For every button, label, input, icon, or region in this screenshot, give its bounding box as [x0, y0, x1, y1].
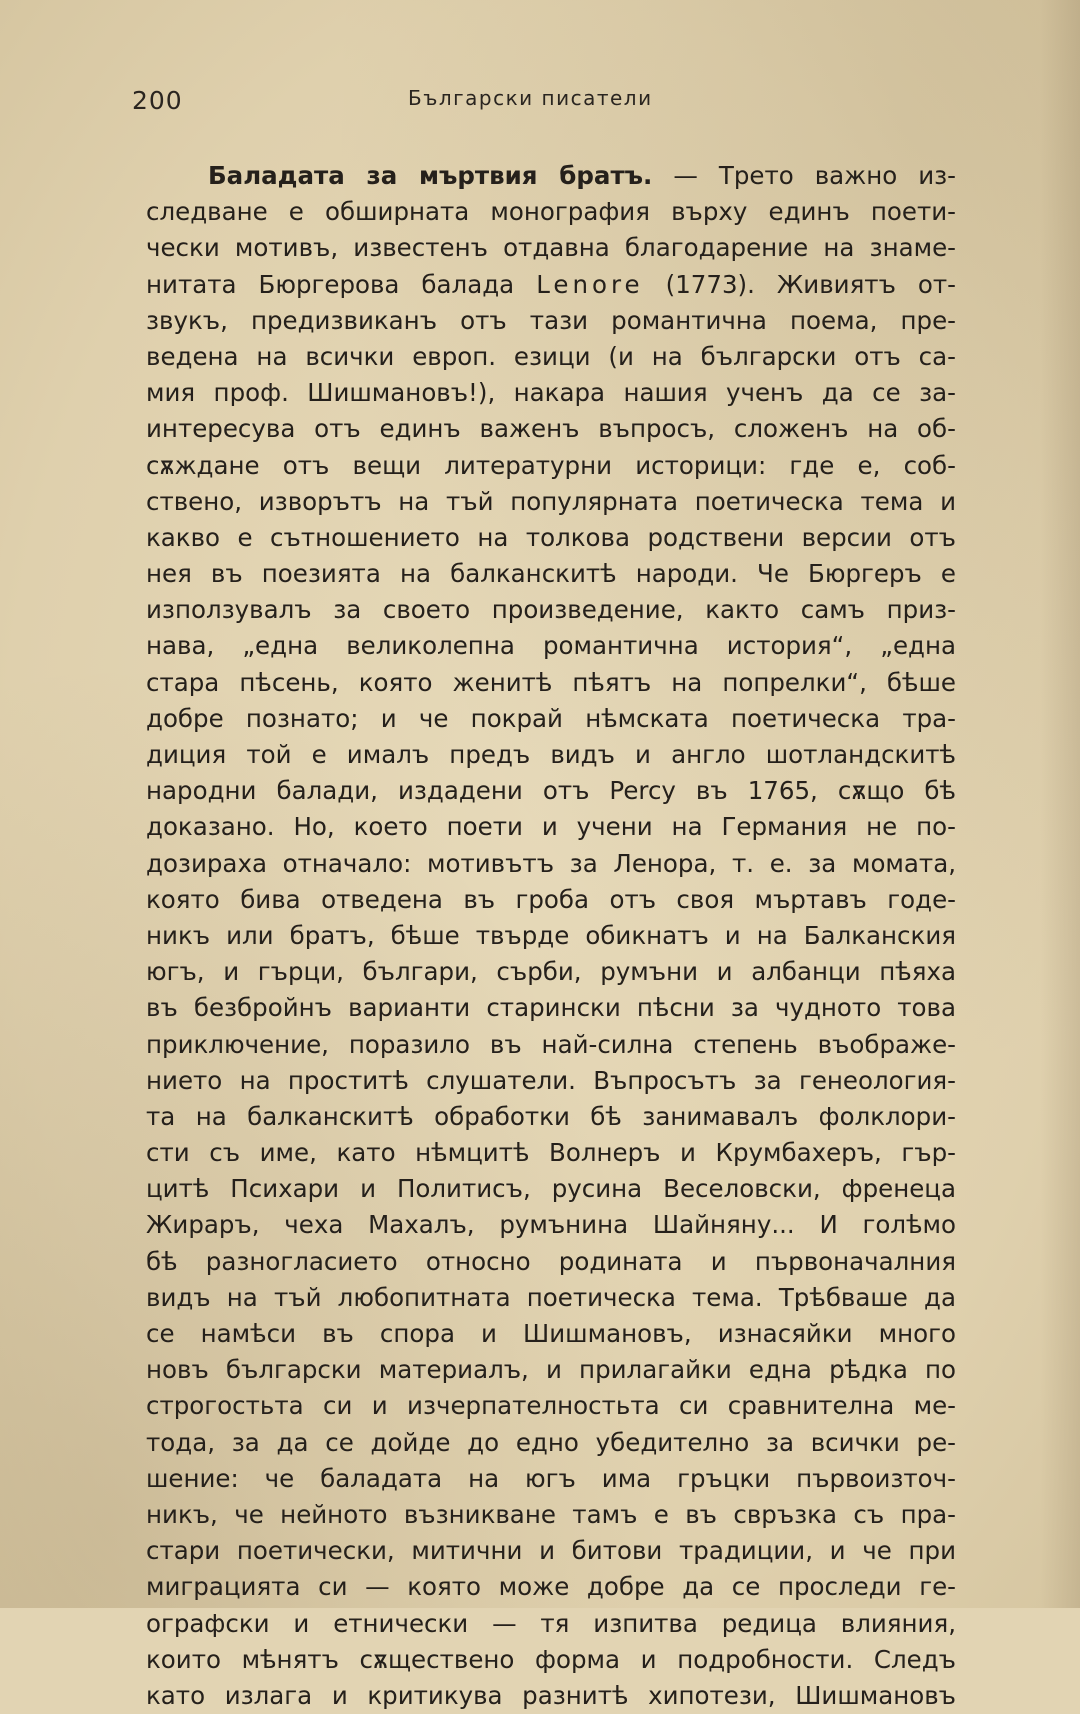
text-line: чески мотивъ, известенъ отдавна благодарение на знаме- [146, 233, 956, 263]
text-line: като излага и критикува разнитѣ хипотези, Шишмановъ [146, 1680, 956, 1710]
text-line: тода, за да се дойде до едно убедително за всички ре- [146, 1427, 956, 1457]
text-line: стари поетически, митични и битови традиции, и че при [146, 1536, 956, 1566]
text-line: които мѣнятъ сѫществено форма и подробности. Следъ [146, 1644, 956, 1674]
text-line: следване е обширната монография върху единъ поети- [146, 197, 956, 227]
text-line: използувалъ за своето произведение, както самъ приз- [146, 595, 956, 625]
text-line: та на балканскитѣ обработки бѣ занимавалъ фолклори- [146, 1101, 956, 1131]
text-line: ографски и етнически — тя изпитва редица влияния, [146, 1608, 956, 1638]
ballad-title: Lenore [536, 269, 644, 299]
text-line: строгостьта си и изчерпателностьта си сравнителна ме- [146, 1391, 956, 1421]
text-line: добре познато; и че покрай нѣмската поетическа тра- [146, 703, 956, 733]
text-line: новъ български материалъ, и прилагайки една рѣдка по [146, 1355, 956, 1385]
text-line: сѫждане отъ вещи литературни историци: где е, соб- [146, 450, 956, 480]
text-line: цитѣ Психари и Политисъ, русина Веселовски, френеца [146, 1174, 956, 1204]
text-line [146, 267, 956, 303]
text-run: — Трето важно из- [673, 161, 957, 190]
text-line: стара пѣсень, която женитѣ пѣятъ на попрелки“, бѣше [146, 667, 956, 697]
text-run: (1773). Живиятъ от- [665, 269, 956, 299]
text-line: дозираха отначало: мотивътъ за Ленора, т. е. за момата, [146, 848, 956, 878]
page-number: 200 [132, 86, 183, 115]
text-line: се намѣси въ спора и Шишмановъ, изнасяйки много [146, 1319, 956, 1348]
text-line: интересува отъ единъ важенъ въпросъ, сложенъ на об- [146, 414, 956, 444]
text-line: която бива отведена въ гроба отъ своя мъртавъ годе- [146, 884, 956, 914]
text-line: диция той е ималъ предъ видъ и англо шотландскитѣ [146, 740, 956, 769]
text-run: нитата Бюргерова балада [146, 269, 515, 299]
text-line: сти съ име, като нѣмцитѣ Волнеръ и Крумбахеръ, гър- [146, 1138, 956, 1168]
text-line: мия проф. Шишмановъ!), накара нашия ученъ да се за- [146, 378, 956, 408]
text-line: звукъ, предизвиканъ отъ тази романтична поема, пре- [146, 305, 956, 335]
text-line: никъ, че нейното възникване тамъ е въ свръзка съ пра- [146, 1499, 956, 1529]
text-line: ствено, изворътъ на тъй популярната поетическа тема и [146, 486, 956, 516]
text-line: видъ на тъй любопитната поетическа тема. Трѣбваше да [146, 1282, 956, 1312]
text-line: Жираръ, чеха Махалъ, румънина Шайняну... И голѣмо [146, 1210, 956, 1240]
text-line: шение: че баладата на югъ има гръцки първоизточ- [146, 1463, 956, 1493]
text-line: югъ, и гърци, българи, сърби, румъни и албанци пѣяха [146, 957, 956, 987]
text-line [146, 158, 956, 194]
text-line: никъ или братъ, бѣше твърде обикнатъ и на Балканския [146, 920, 956, 950]
text-line: ведена на всички европ. езици (и на български отъ са- [146, 341, 956, 371]
text-line: въ безбройнъ варианти старински пѣсни за чудното това [146, 993, 956, 1023]
text-line: нея въ поезията на балканскитѣ народи. Че Бюргеръ е [146, 559, 956, 589]
text-line: нието на проститѣ слушатели. Въпросътъ за генеология- [146, 1065, 956, 1095]
text-line: доказано. Но, което поети и учени на Германия не по- [146, 812, 956, 842]
body-paragraph [146, 158, 956, 1714]
text-line: миграцията си — която може добре да се проследи ге- [146, 1572, 956, 1602]
text-line: бѣ разногласието относно родината и първоначалния [146, 1246, 956, 1276]
text-line: нава, „една великолепна романтична история“, „една [146, 631, 956, 661]
text-line: народни балади, издадени отъ Percy въ 1765, сѫщо бѣ [146, 776, 956, 806]
running-title: Български писатели [408, 86, 653, 110]
page-header [132, 86, 952, 126]
text-line: приключение, поразило въ най-силна степень въображе- [146, 1029, 956, 1059]
page-edge-shadow [1040, 0, 1080, 1608]
text-line: какво е сътношението на толкова родствени версии отъ [146, 522, 956, 552]
section-heading: Баладата за мъртвия братъ. [208, 161, 653, 190]
